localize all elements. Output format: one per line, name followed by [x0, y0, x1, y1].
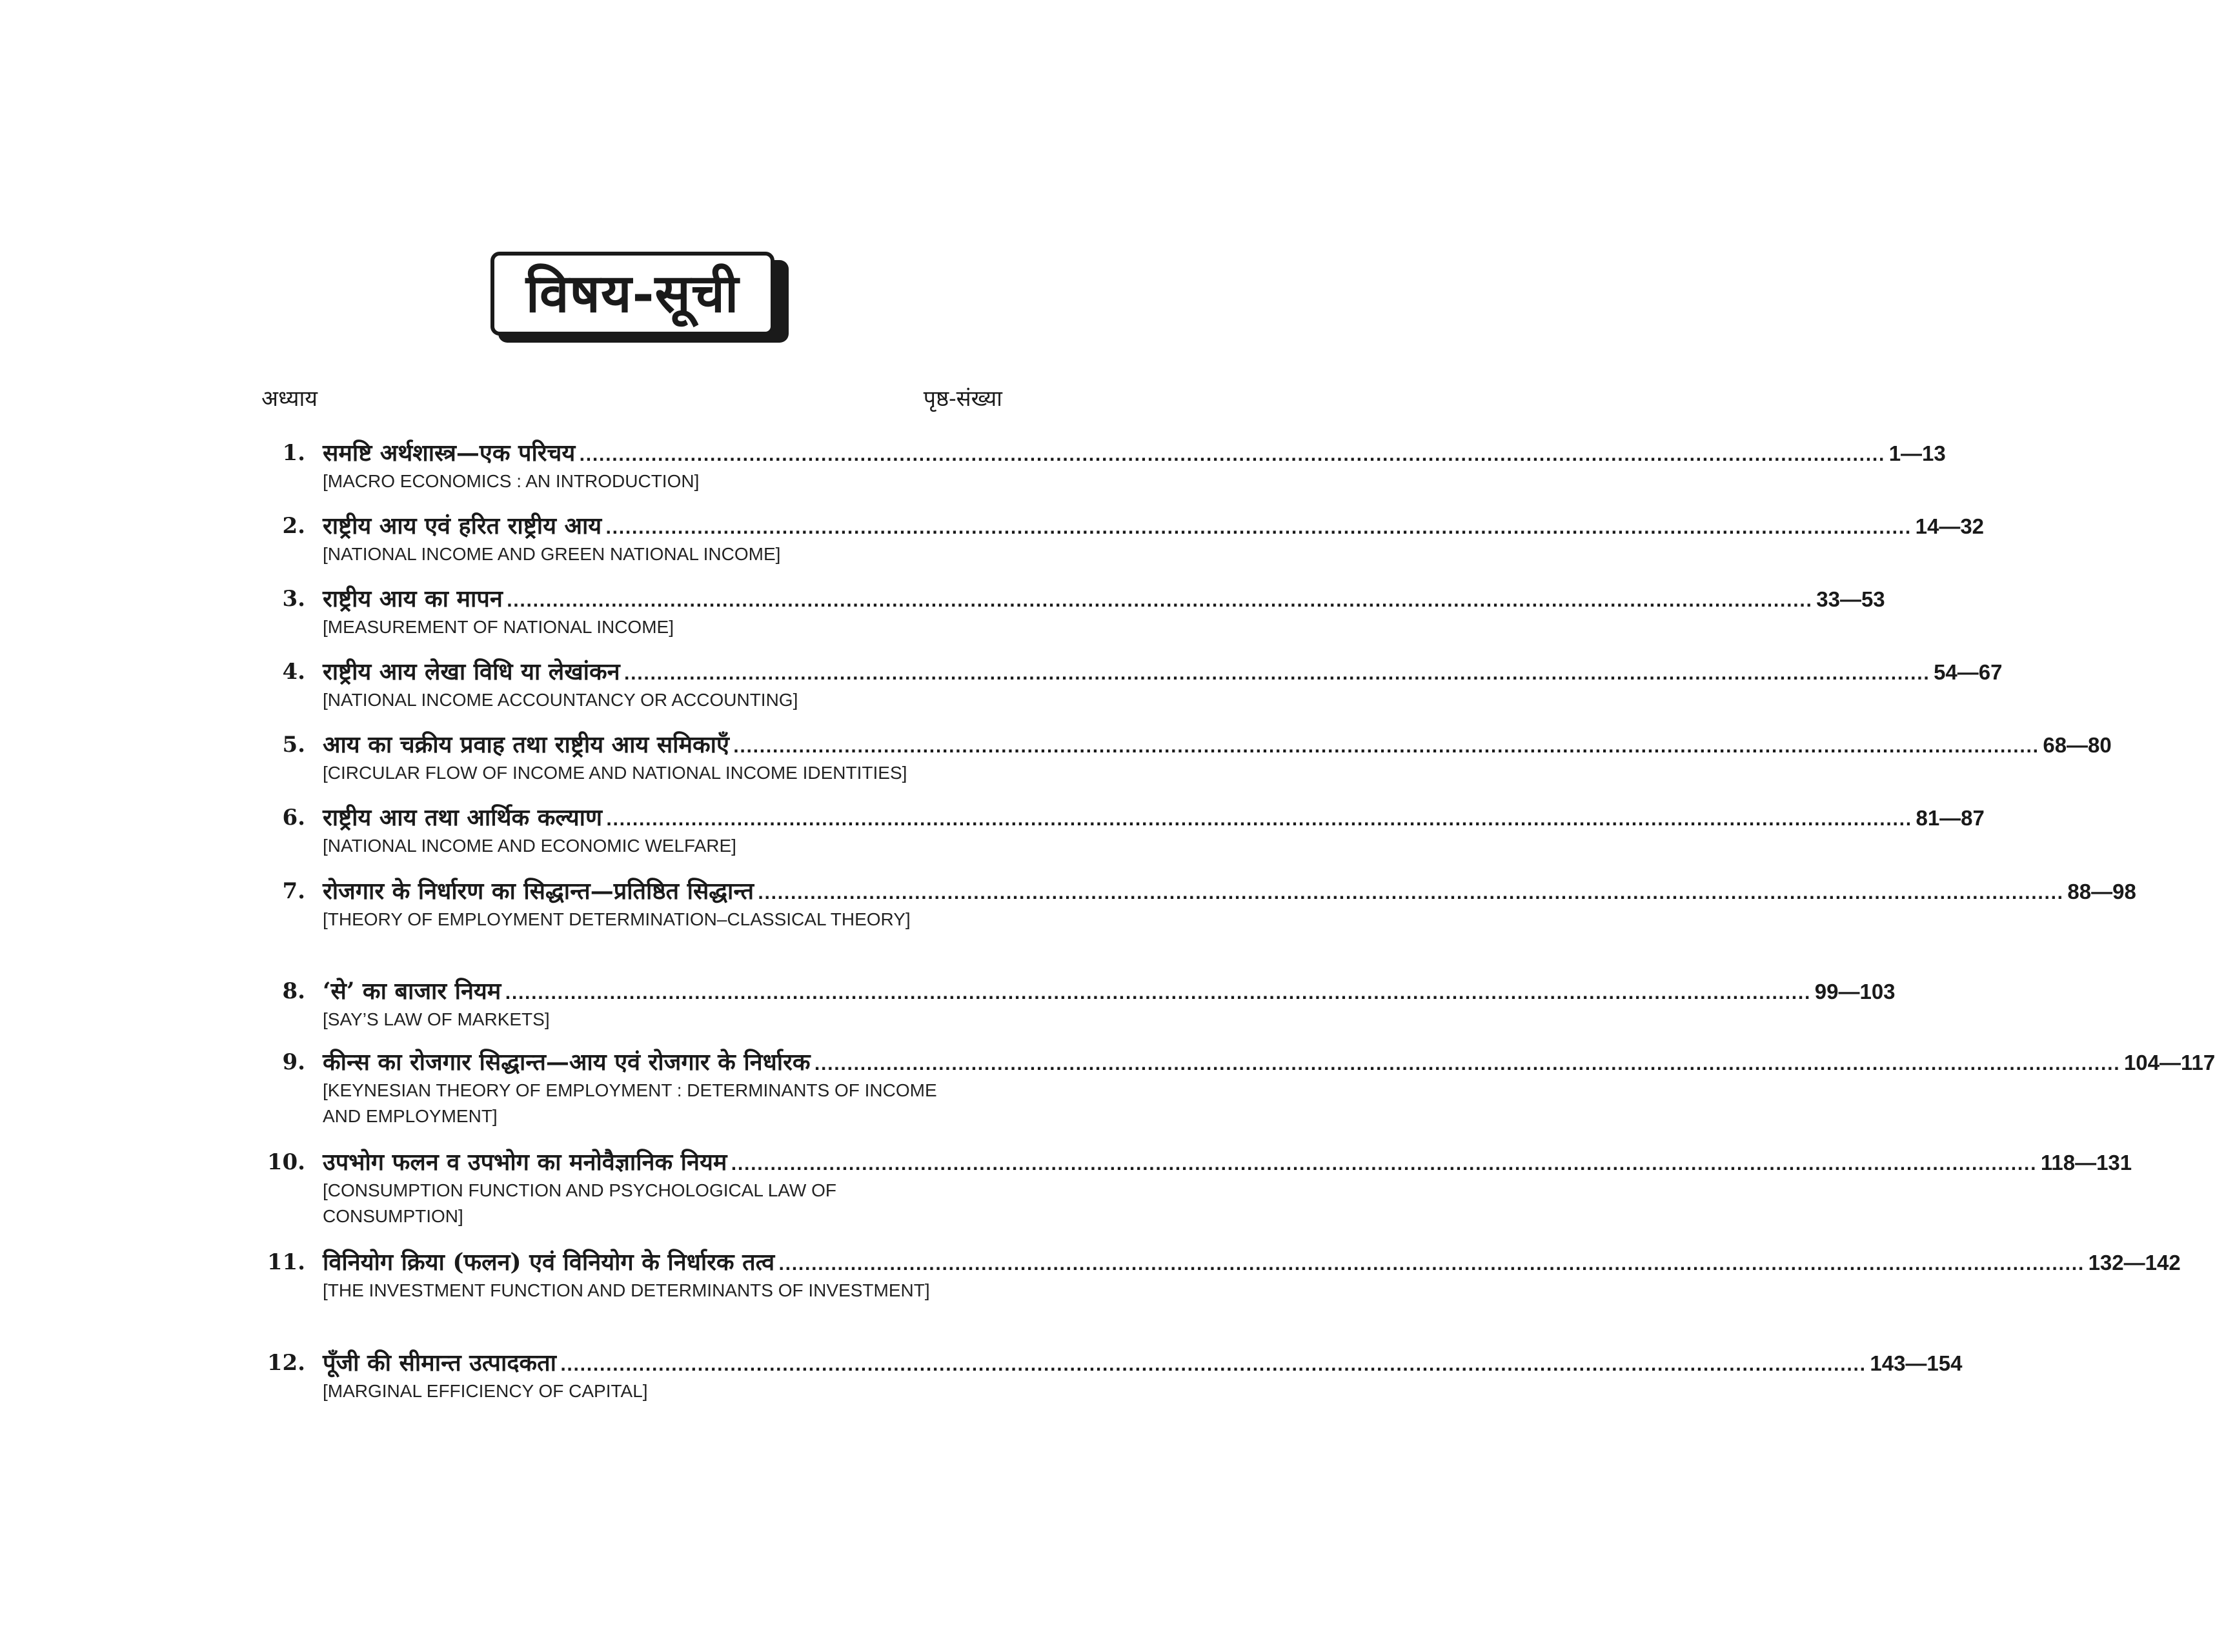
toc-entry-pages: 143—154: [1870, 1351, 1963, 1375]
toc-entry-heading-line: [323, 1248, 2181, 1276]
dot-leader: ........................................................................................................................................................................................................: [605, 519, 1912, 538]
toc-entry-pages: 81—87: [1916, 806, 1985, 830]
toc-entry-number: 12.: [267, 1350, 305, 1376]
dot-leader: ........................................................................................................................................................................................................: [560, 1356, 1866, 1375]
toc-entry-english-title: [NATIONAL INCOME AND GREEN NATIONAL INCOME]: [323, 544, 781, 564]
toc-entry[interactable]: [261, 730, 2112, 786]
toc-entry-title: पूँजी की सीमान्त उत्पादकता: [323, 1349, 556, 1376]
toc-entry[interactable]: [261, 439, 1946, 494]
toc-entry-pages: 54—67: [1934, 660, 2003, 684]
toc-entry-number: 5.: [282, 732, 305, 758]
toc-entry-title: राष्ट्रीय आय लेखा विधि या लेखांकन: [323, 658, 620, 685]
toc-entry-title: आय का चक्रीय प्रवाह तथा राष्ट्रीय आय समिकाएँ: [323, 731, 729, 758]
toc-entry-english-title: [CONSUMPTION FUNCTION AND PSYCHOLOGICAL LAW OF CONSUMPTION]: [323, 1180, 837, 1226]
toc-entry-title: राष्ट्रीय आय एवं हरित राष्ट्रीय आय: [323, 512, 602, 539]
toc-entry-title: राष्ट्रीय आय तथा आर्थिक कल्याण: [323, 804, 603, 831]
toc-entry-pages: 14—32: [1915, 514, 1985, 538]
toc-entry-pages: 88—98: [2067, 880, 2136, 903]
dot-leader: ........................................................................................................................................................................................................: [606, 811, 1912, 829]
dot-leader: ........................................................................................................................................................................................................: [814, 1056, 2120, 1074]
toc-entry-title: उपभोग फलन व उपभोग का मनोवैज्ञानिक नियम: [323, 1149, 727, 1176]
toc-entry-title: कीन्स का रोजगार सिद्धान्त—आय एवं रोजगार के निर्धारक: [323, 1049, 811, 1076]
toc-entry-title: ‘से’ का बाजार नियम: [323, 978, 501, 1005]
toc-entry-number: 6.: [282, 805, 305, 831]
toc-entry-pages: 33—53: [1816, 587, 1885, 611]
toc-entry[interactable]: [261, 803, 1985, 859]
toc-entry[interactable]: [261, 977, 1896, 1032]
toc-entry[interactable]: [261, 1148, 2132, 1229]
toc-entry-english-title: [KEYNESIAN THEORY OF EMPLOYMENT : DETERMINANTS OF INCOME AND EMPLOYMENT]: [323, 1080, 937, 1126]
toc-entry-heading-line: [323, 803, 1985, 832]
toc-entry-english-title: [MACRO ECONOMICS : AN INTRODUCTION]: [323, 471, 700, 491]
toc-entry[interactable]: [261, 1349, 1963, 1404]
toc-entry-english-title: [SAY’S LAW OF MARKETS]: [323, 1009, 550, 1029]
toc-entry-english-title: [MARGINAL EFFICIENCY OF CAPITAL]: [323, 1381, 648, 1401]
title-box: [491, 252, 774, 336]
toc-entry-english-title: [NATIONAL INCOME AND ECONOMIC WELFARE]: [323, 836, 736, 856]
toc-entry-number: 4.: [282, 659, 305, 685]
toc-entry-pages: 68—80: [2043, 733, 2112, 757]
toc-entry-heading-line: [323, 512, 1985, 540]
toc-entry[interactable]: [261, 512, 1985, 567]
toc-entry-number: 3.: [282, 586, 305, 612]
toc-entry-heading-line: [323, 977, 1896, 1005]
toc-entry[interactable]: [261, 585, 1885, 640]
toc-entry-heading-line: [323, 439, 1946, 467]
dot-leader: ........................................................................................................................................................................................................: [505, 985, 1811, 1003]
dot-leader: ........................................................................................................................................................................................................: [733, 738, 2039, 756]
toc-entry[interactable]: [261, 1048, 2215, 1129]
toc-entry-heading-line: [323, 1148, 2132, 1176]
toc-entry-title: राष्ट्रीय आय का मापन: [323, 585, 503, 612]
toc-entry-english-title: [THEORY OF EMPLOYMENT DETERMINATION–CLASSICAL THEORY]: [323, 909, 911, 929]
dot-leader: ........................................................................................................................................................................................................: [579, 447, 1885, 465]
toc-entry-number: 8.: [282, 978, 305, 1004]
toc-entry-heading-line: [323, 1048, 2215, 1076]
toc-entry-number: 2.: [282, 513, 305, 539]
toc-entry-heading-line: [323, 585, 1885, 613]
column-header-chapter: अध्याय: [261, 386, 318, 412]
toc-entry-heading-line: [323, 877, 2136, 905]
dot-leader: ........................................................................................................................................................................................................: [731, 1156, 2037, 1174]
toc-entry-number: 11.: [267, 1249, 305, 1275]
toc-entry-pages: 104—117: [2123, 1051, 2215, 1074]
toc-entry-number: 1.: [282, 440, 305, 466]
toc-entry-english-title: [MEASUREMENT OF NATIONAL INCOME]: [323, 617, 674, 637]
toc-entry-pages: 132—142: [2088, 1251, 2181, 1274]
toc-entry-title: रोजगार के निर्धारण का सिद्धान्त—प्रतिष्ठित सिद्धान्त: [323, 878, 754, 905]
toc-entry-title: विनियोग क्रिया (फलन) एवं विनियोग के निर्धारक तत्व: [323, 1249, 775, 1276]
page-title: विषय-सूची: [525, 263, 740, 325]
toc-entry-heading-line: [323, 730, 2112, 759]
dot-leader: ........................................................................................................................................................................................................: [506, 592, 1813, 610]
dot-leader: ........................................................................................................................................................................................................: [778, 1256, 2085, 1274]
toc-entry-number: 10.: [267, 1149, 305, 1175]
column-header-page-number: पृष्ठ-संख्या: [923, 386, 1002, 412]
dot-leader: ........................................................................................................................................................................................................: [757, 885, 2064, 903]
toc-entry-english-title: [CIRCULAR FLOW OF INCOME AND NATIONAL INCOME IDENTITIES]: [323, 763, 907, 783]
toc-entry-heading-line: [323, 1349, 1963, 1377]
toc-entry-pages: 1—13: [1888, 441, 1946, 465]
toc-entry-number: 9.: [282, 1049, 305, 1075]
toc-entry-pages: 118—131: [2040, 1151, 2132, 1174]
toc-entry[interactable]: [261, 877, 2136, 932]
dot-leader: ........................................................................................................................................................................................................: [623, 665, 1930, 683]
toc-entry-english-title: [THE INVESTMENT FUNCTION AND DETERMINANTS OF INVESTMENT]: [323, 1280, 930, 1300]
toc-entry[interactable]: [261, 1248, 2181, 1304]
toc-entry-pages: 99—103: [1814, 980, 1896, 1003]
toc-entry-title: समष्टि अर्थशास्त्र—एक परिचय: [323, 439, 576, 467]
toc-entry-number: 7.: [282, 878, 305, 904]
toc-entry[interactable]: [261, 658, 2003, 713]
toc-entry-heading-line: [323, 658, 2003, 686]
toc-entry-english-title: [NATIONAL INCOME ACCOUNTANCY OR ACCOUNTING]: [323, 690, 798, 710]
